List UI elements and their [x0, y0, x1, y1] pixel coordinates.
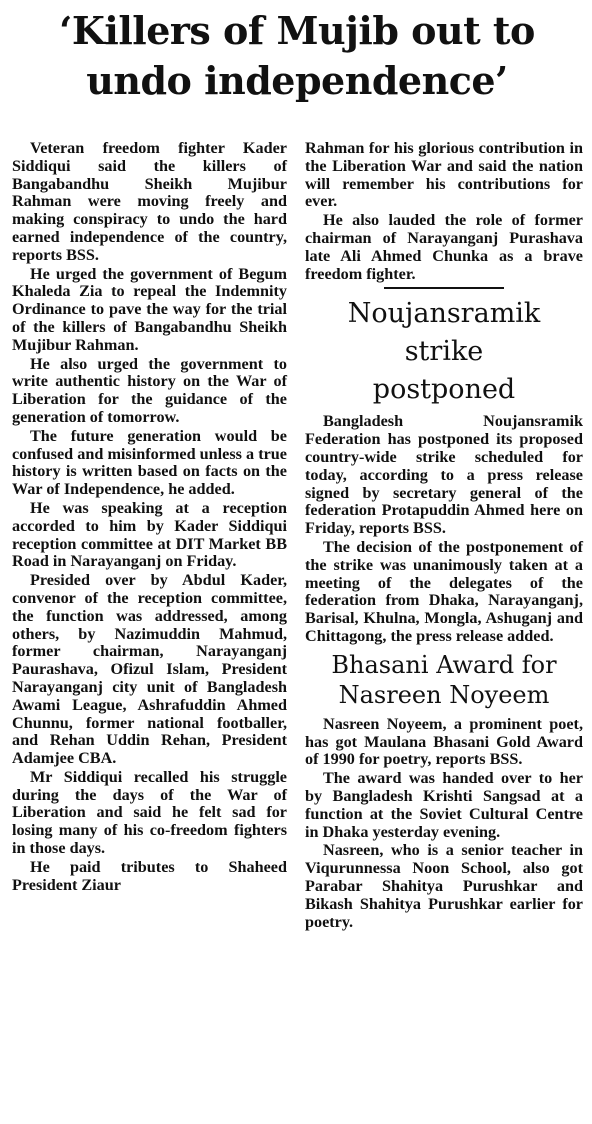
- strike-story-paragraph: Bangladesh Noujansramik Federation has postponed its proposed country-wide strike scheduled for today, according to a press release signed by secretary general of the federation Protapuddin Ahmed here on Friday, reports BSS.: [305, 412, 583, 538]
- strike-headline: [305, 295, 583, 409]
- award-headline-line: Nasreen Noyeem: [338, 680, 550, 709]
- award-story-paragraph: Nasreen Noyeem, a prominent poet, has got Maulana Bhasani Gold Award of 1990 for poetry, reports BSS.: [305, 714, 583, 769]
- left-column: [12, 140, 287, 895]
- main-story-paragraph: He was speaking at a reception accorded to him by Kader Siddiqui reception committee at DIT Market BB Road in Narayanganj on Friday.: [12, 498, 287, 571]
- strike-story-paragraph: The decision of the postponement of the strike was unanimously taken at a meeting of the delegates of the federation from Dhaka, Narayanganj, Barisal, Khulna, Mongla, Ashuganj and Chittagong, the press release added.: [305, 537, 583, 645]
- main-story-continuation: Rahman for his glorious contribution in the Liberation War and said the nation will remember his contributions for ever.: [305, 139, 583, 211]
- main-headline-line-2: undo independence’: [86, 58, 508, 103]
- main-story-paragraph: He urged the government of Begum Khaleda Zia to repeal the Indemnity Ordinance to pave the way for the trial of the killers of Bangabandhu Sheikh Mujibur Rahman.: [12, 264, 287, 354]
- main-story-paragraph: The future generation would be confused and misinformed unless a true history is written based on facts on the War of Independence, he added.: [12, 426, 287, 499]
- strike-headline-line: postponed: [372, 374, 516, 406]
- main-headline-line-1: ‘Killers of Mujib out to: [59, 8, 535, 53]
- award-headline: [305, 650, 583, 710]
- main-story-paragraph: Presided over by Abdul Kader, convenor of the reception committee, the function was addressed, among others, by Nazimuddin Mahmud, former chairman, Narayanganj Paurashava, Ofizul Islam, President Narayanganj city unit of Bangladesh Awami League, Ashrafuddin Ahmed Chunnu, former national footballer, and Rehan Uddin Rehan, President Adamjee CBA.: [12, 571, 287, 768]
- award-headline-line: Bhasani Award for: [331, 650, 557, 679]
- award-story-paragraph: Nasreen, who is a senior teacher in Viqurunnessa Noon School, also got Parabar Shahitya Purushkar and Bikash Shahitya Purushkar earlier for poetry.: [305, 841, 583, 931]
- main-story-paragraph: Mr Siddiqui recalled his struggle during the days of the War of Liberation and said he felt sad for losing many of his co-freedom fighters in those days.: [12, 767, 287, 858]
- strike-headline-line: strike: [404, 336, 484, 368]
- strike-headline-line: Noujansramik: [347, 298, 541, 330]
- main-story-paragraph: He paid tributes to Shaheed President Ziaur: [12, 857, 287, 894]
- main-story-paragraph: Veteran freedom fighter Kader Siddiqui said the killers of Bangabandhu Sheikh Mujibur Rahman were moving freely and making conspiracy to undo the hard earned independence of the country, reports BSS.: [12, 139, 287, 264]
- award-story-paragraph: The award was handed over to her by Bangladesh Krishti Sangsad at a function at the Soviet Cultural Centre in Dhaka yesterday evening.: [305, 769, 583, 841]
- main-story-paragraph: He also urged the government to write authentic history on the War of Liberation for the guidance of the generation of tomorrow.: [12, 354, 287, 426]
- section-divider: [384, 287, 504, 289]
- main-story-continuation: He also lauded the role of former chairman of Narayanganj Purashava late Ali Ahmed Chunka as a brave freedom fighter.: [305, 211, 583, 283]
- right-column: [305, 140, 583, 932]
- main-headline: [14, 6, 580, 106]
